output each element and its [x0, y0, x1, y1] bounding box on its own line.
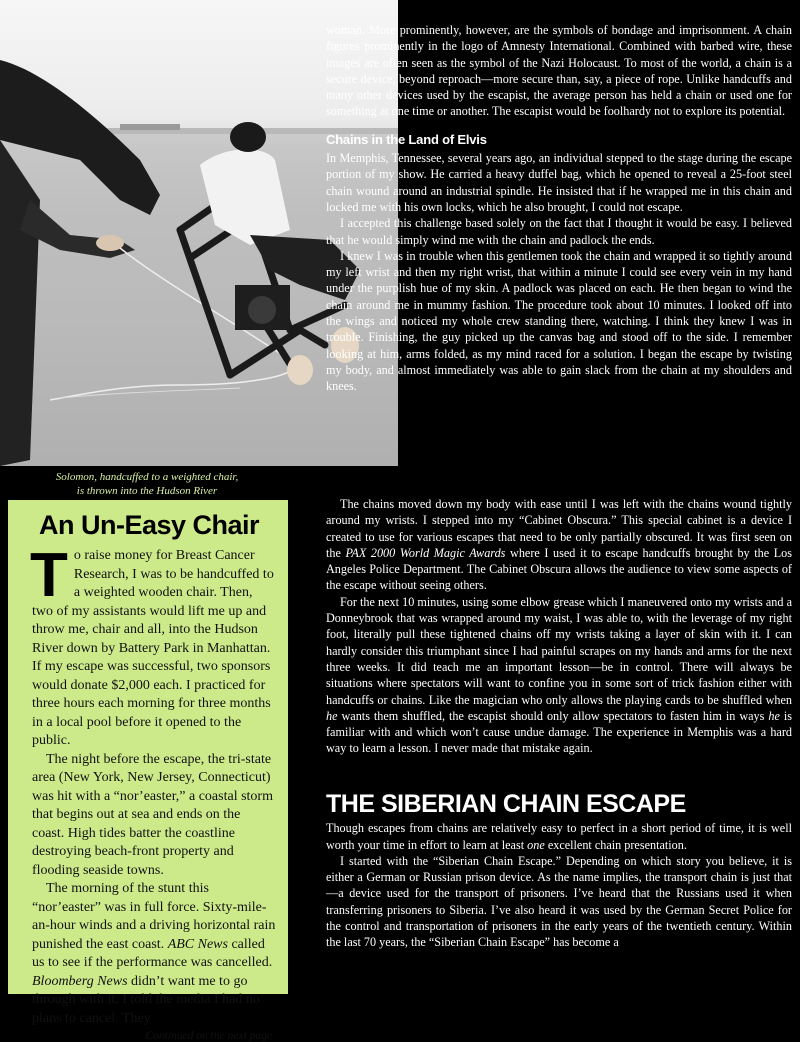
caption-line-2: is thrown into the Hudson River — [76, 485, 218, 497]
main-paragraph-0: woman. More prominently, however, are the symbols of bondage and imprisonment. A chain figures prominently in the logo of Amnesty International. Combined with barbed wire, these images are often seen as the symbol of the Nazi Holocaust. To most of the world, a chain is a secure device, beyond reproach—more secure than, say, a piece of rope. Unlike handcuffs and many other devices used by the escapist, the average person has held a chain or used one for something at one time or another. The escapist would be foolhardy not to explore its potential. — [326, 23, 792, 119]
siberian-section — [326, 790, 792, 951]
siberian-paragraph-1: Though escapes from chains are relatively easy to perfect in a short period of time, it is well worth your time in effort to learn at least one excellent chain presentation. — [326, 821, 792, 852]
main-paragraph-5: For the next 10 minutes, using some elbow grease which I maneuvered onto my wrists and a Donneybrook that was wrapped around my waist, I was able to, with the leverage of my right foot, literally pull these tightened chains off my wrists taking a layer of skin with it. I can hardly consider this triumphant since I had painful scrapes on my hands and arms for the next three weeks. It did teach me an important lesson—be in control. There will always be situations where spectators will want to confine you in some sort of trick fashion either with handcuffs or chains. Like the magician who only allows the playing cards to be shuffled when he wants them shuffled, the escapist should only allow spectators to fasten him in ways he is familiar with and which won’t cause undue damage. The experience in Memphis was a hard way to learn a lesson. I never made that mistake again. — [326, 594, 792, 756]
sidebar-paragraph-2: The night before the escape, the tri-state area (New York, New Jersey, Connecticut) was hit with a “nor’easter,” a coastal storm that begins out at sea and ends on the coast. High tides batter the coastline destroying beach-front property and flooding seaside towns. — [32, 751, 273, 878]
siberian-paragraph-2: I started with the “Siberian Chain Escape.” Depending on which story you believe, it is either a German or Russian prison device. As the name implies, the transport chain is just that—a device used for the transport of prisoners. I’ve heard that the Russians used it when transferring prisoners to Siberia. I’ve also heard it was used by the German Secret Police for the control and transportation of prisoners in the early years of the twentieth century. Within the last 70 years, the “Siberian Chain Escape” has become a — [326, 853, 792, 950]
sidebar-title: An Un-Easy Chair — [38, 510, 260, 540]
photo-caption — [0, 466, 294, 502]
sidebar-paragraph-1: To raise money for Breast Cancer Research, I was to be handcuffed to a weighted wooden chair. Then, two of my assistants would lift me up and throw me, chair and all, into the Hudson River down by Battery Park in Manhattan. If my escape was successful, two sponsors would donate $2,000 each. I practiced for three hours each morning for three months in a local pool before it opened to the public. — [30, 541, 274, 748]
sidebar-paragraph-3: The morning of the stunt this “nor’easter” was in full force. Sixty-mile-an-hour winds and a driving horizontal rain punished the east coast. ABC News called us to see if the performance was cancelled. Bloomberg News didn’t want me to go through with it. I told the media I had no plans to cancel. They — [32, 881, 276, 1026]
drop-cap: T — [30, 541, 68, 610]
main-paragraph-4: The chains moved down my body with ease until I was left with the chains wound tightly around my wrists. I stepped into my “Cabinet Obscura.” This special cabinet is a device I created to use for various escapes that need to be only partially obscured. It was first seen on the PAX 2000 World Magic Awards where I used it to escape handcuffs brought by the Los Angeles Police Department. The Cabinet Obscura allows the audience to view some aspects of the escape without seeing others. — [326, 497, 792, 593]
siberian-title: THE SIBERIAN CHAIN ESCAPE — [326, 790, 686, 818]
main-column — [326, 22, 792, 395]
main-paragraph-1: In Memphis, Tennessee, several years ago, an individual stepped to the stage during the escape portion of my show. He carried a heavy duffel bag, which he opened to reveal a 25-foot steel chain wound around an industrial spindle. He insisted that if he wrapped me in this chain and locked me with his own locks, which he also brought, I could not escape. — [326, 151, 792, 214]
continued-note: Continued on the next page — [145, 1030, 272, 1042]
main-paragraph-3: I knew I was in trouble when this gentlemen took the chain and wrapped it so tightly around my left wrist and then my right wrist, that within a minute I could see every vein in my hand under the purplish hue of my skin. A padlock was placed on each. He then began to wind the chain around me in mummy fashion. The procedure took about 10 minutes. I looked off into the wings and noticed my whole crew standing there, watching. I think they knew I was in trouble. Finishing, the guy picked up the canvas bag and stood off to the side. I remember looking at him, arms folded, as my mind raced for a solution. I began the escape by twisting my body, and almost immediately was able to gain slack from the chain at my shoulders and knees. — [326, 248, 792, 394]
section-heading-elvis: Chains in the Land of Elvis — [326, 131, 487, 147]
main-column-lower — [326, 496, 792, 757]
sidebar-box — [8, 500, 288, 1042]
caption-line-1: Solomon, handcuffed to a weighted chair, — [55, 471, 239, 483]
main-paragraph-2: I accepted this challenge based solely on the fact that I thought it would be easy. I believed that he would simply wind me with the chain and padlock the ends. — [326, 216, 792, 247]
